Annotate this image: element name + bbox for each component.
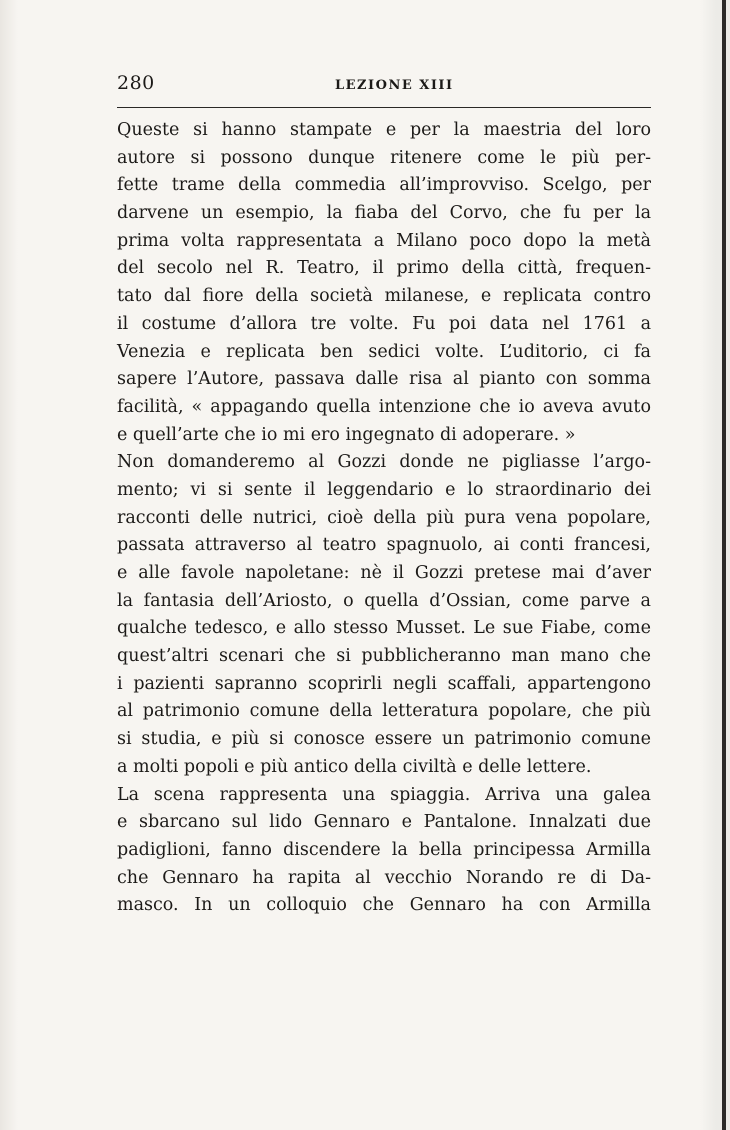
text-line: passata attraverso al teatro spagnuolo, ai conti francesi, bbox=[117, 535, 651, 556]
text-line: La scena rappresenta una spiaggia. Arriva una galea bbox=[117, 784, 651, 805]
text-line: fette trame della commedia all’improvviso. Scelgo, per bbox=[117, 175, 651, 196]
text-line: darvene un esempio, la fiaba del Corvo, che fu per la bbox=[117, 203, 651, 224]
text-line: il costume d’allora tre volte. Fu poi data nel 1761 a bbox=[117, 313, 651, 334]
text-line: e quell’arte che io mi ero ingegnato di adoperare. » bbox=[117, 424, 576, 445]
text-line: sapere l’Autore, passava dalle risa al pianto con somma bbox=[117, 369, 651, 390]
body-text bbox=[117, 117, 651, 920]
text-line: prima volta rappresentata a Milano poco dopo la metà bbox=[117, 230, 651, 251]
text-line: qualche tedesco, e allo stesso Musset. Le sue Fiabe, come bbox=[117, 618, 651, 639]
text-line: mento; vi si sente il leggendario e lo straordinario dei bbox=[117, 479, 651, 500]
text-line: che Gennaro ha rapita al vecchio Norando re di Da- bbox=[117, 867, 651, 888]
text-line: quest’altri scenari che si pubblicheranno man mano che bbox=[117, 646, 651, 667]
running-title: LEZIONE XIII bbox=[335, 78, 454, 93]
text-line: Non domanderemo al Gozzi donde ne pigliasse l’argo- bbox=[117, 452, 651, 473]
text-line: Venezia e replicata ben sedici volte. L’uditorio, ci fa bbox=[117, 341, 651, 362]
text-line: padiglioni, fanno discendere la bella principessa Armilla bbox=[117, 839, 651, 860]
text-line: del secolo nel R. Teatro, il primo della città, frequen- bbox=[117, 258, 651, 279]
book-spine-edge bbox=[722, 0, 726, 1130]
page-number: 280 bbox=[117, 72, 155, 94]
text-line: si studia, e più si conosce essere un patrimonio comune bbox=[117, 729, 651, 750]
text-line: facilità, « appagando quella intenzione che io aveva avuto bbox=[117, 396, 651, 417]
header-rule bbox=[117, 107, 651, 108]
text-line: Queste si hanno stampate e per la maestria del loro bbox=[117, 120, 651, 140]
text-line: la fantasia dell’Ariosto, o quella d’Ossian, come parve a bbox=[117, 590, 651, 611]
text-line: e alle favole napoletane: nè il Gozzi pretese mai d’aver bbox=[117, 563, 651, 583]
text-line: i pazienti sapranno scoprirli negli scaffali, appartengono bbox=[117, 673, 651, 694]
text-line: a molti popoli e più antico della civiltà e delle lettere. bbox=[117, 756, 592, 777]
text-line: racconti delle nutrici, cioè della più pura vena popolare, bbox=[117, 507, 651, 528]
text-line: masco. In un colloquio che Gennaro ha con Armilla bbox=[117, 895, 651, 916]
text-line: tato dal fiore della società milanese, e replicata contro bbox=[117, 286, 651, 307]
text-line: e sbarcano sul lido Gennaro e Pantalone. Innalzati due bbox=[117, 812, 651, 833]
text-line: al patrimonio comune della letteratura popolare, che più bbox=[117, 701, 651, 722]
text-line: autore si possono dunque ritenere come le più per- bbox=[117, 147, 651, 168]
page-header bbox=[117, 72, 651, 98]
